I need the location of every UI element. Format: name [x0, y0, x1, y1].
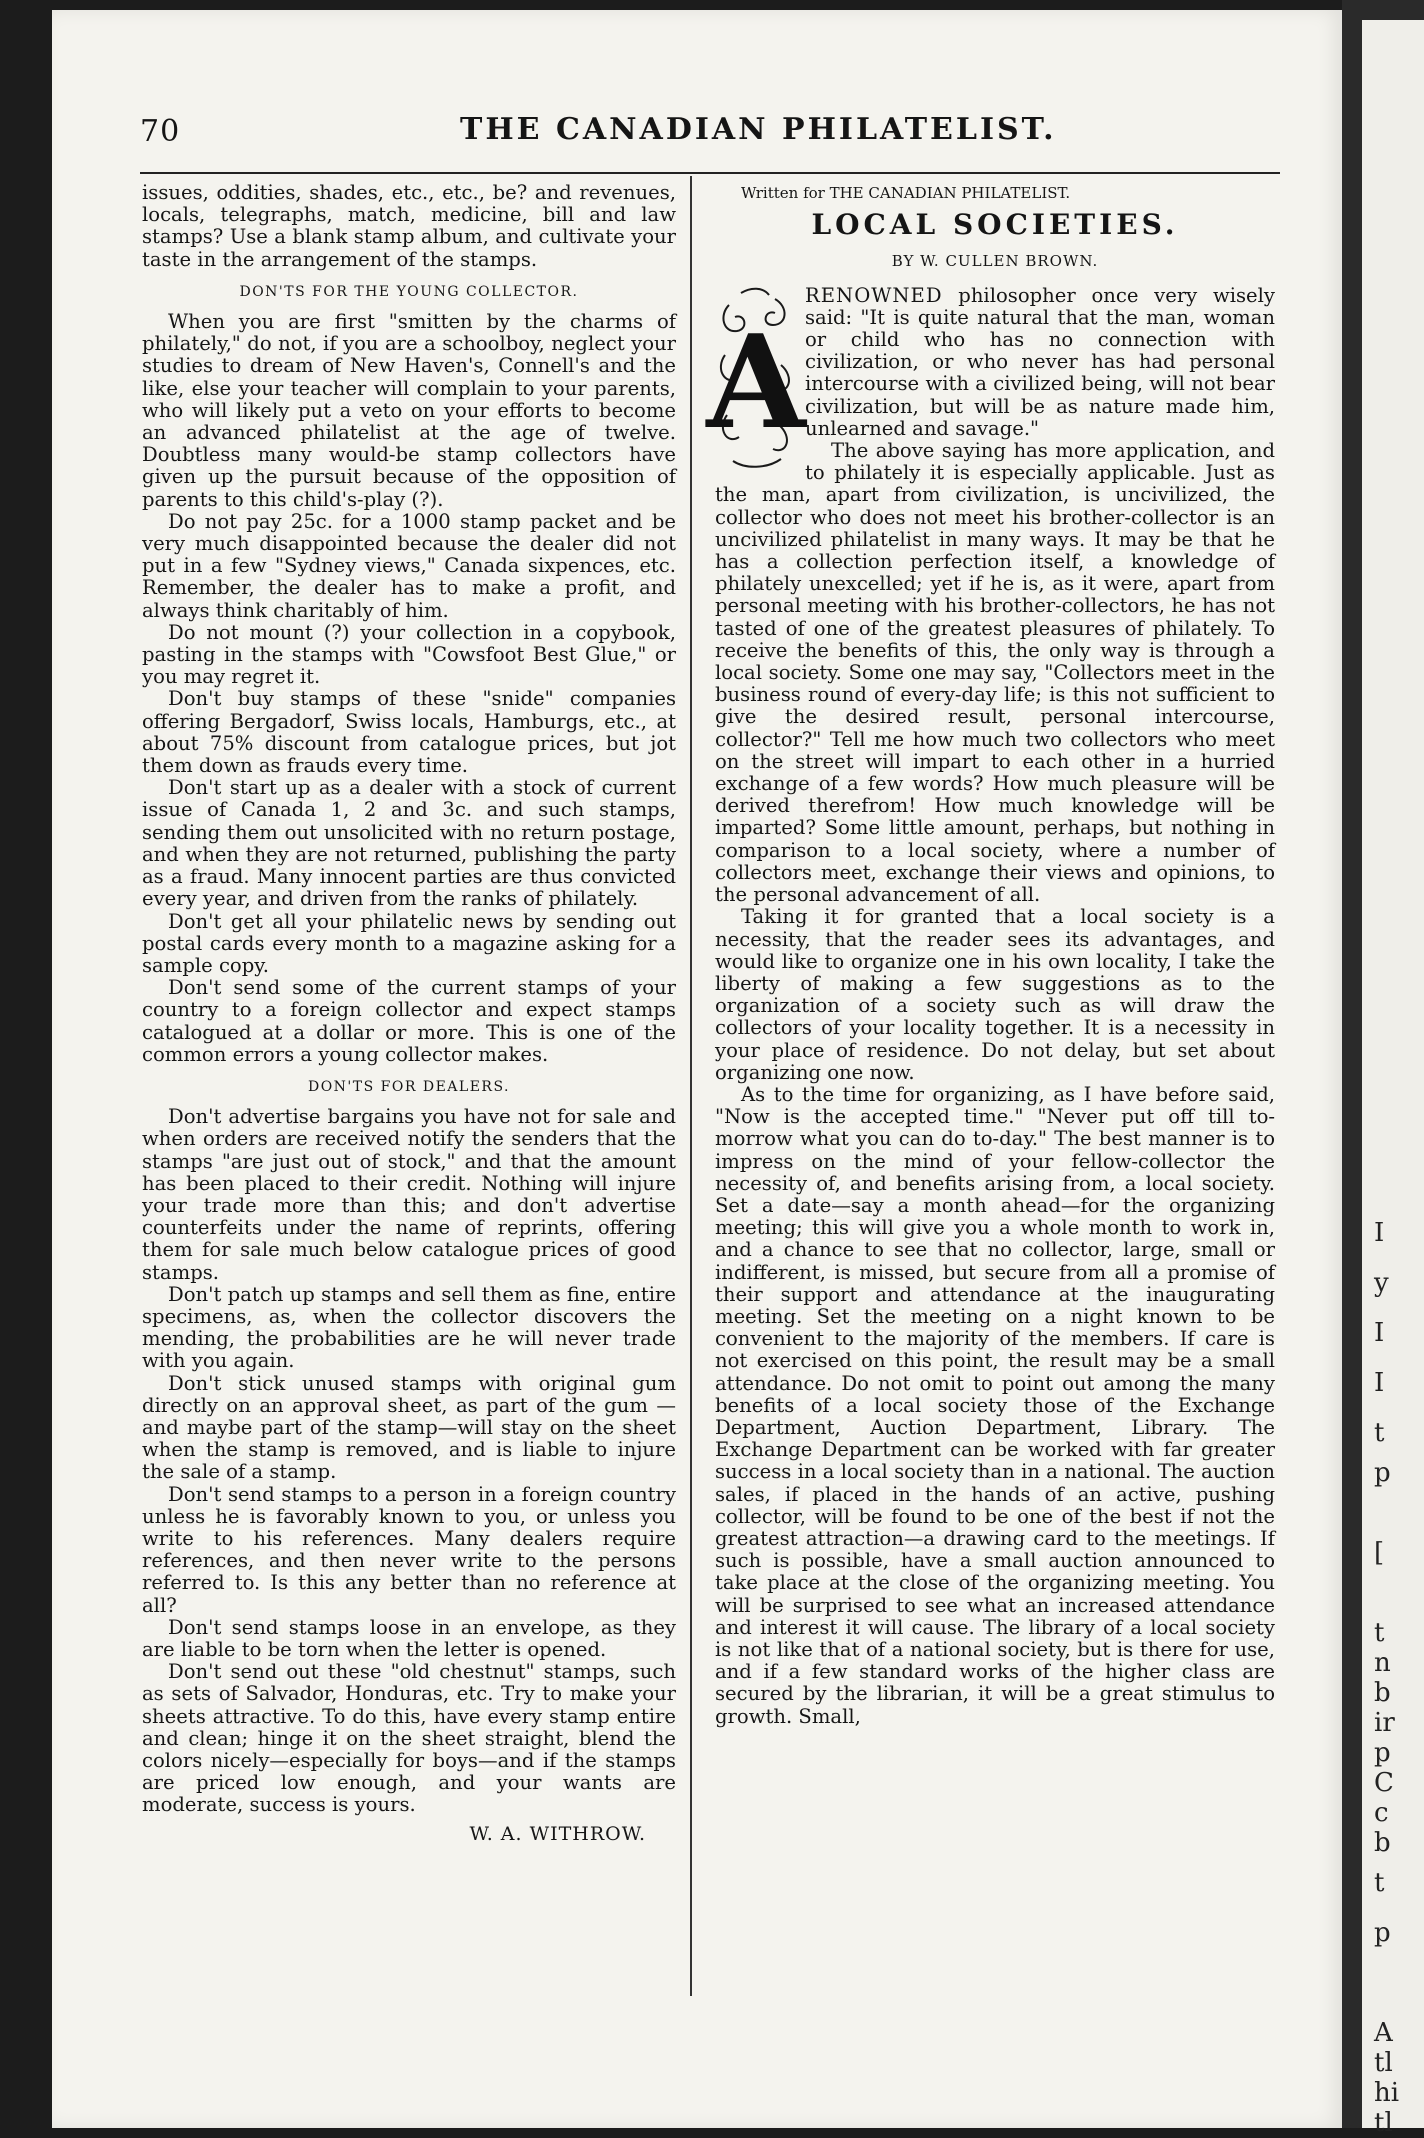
- adjacent-page-fragment: t: [1374, 1618, 1385, 1648]
- paragraph: Don't patch up stamps and sell them as fine, entire specimens, as, when the collector discovers the mending, the probabilities are he will never trade with you again.: [142, 1282, 676, 1373]
- paragraph: When you are first "smitten by the charms of philately," do not, if you are a schoolboy, neglect your studies to dream of New Haven's, Connell's and the like, else your teacher will complain to your parents, who will likely put a veto on your efforts to become an advanced philatelist at the age of twelve. Doubtless many would-be stamp collectors have given up the pursuit because of the opposition of parents to this child's-play (?).: [142, 310, 676, 511]
- header-rule: [140, 172, 1280, 174]
- paragraph: Don't send out these "old chestnut" stamps, such as sets of Salvador, Honduras, etc. Try to make your sheets attractive. To do this, have every stamp entire and clean; hinge it on the sheet straight, blend the colors nicely—especially for boys—and if the stamps are priced low enough, and your wants are moderate, success is yours.: [142, 1660, 676, 1817]
- adjacent-page-fragment: A: [1374, 2018, 1393, 2048]
- adjacent-page-fragment: hi: [1374, 2078, 1400, 2108]
- paragraph: Don't advertise bargains you have not for sale and when orders are received notify the senders that the stamps "are just out of stock," and that the amount has been placed to their credit. Nothing will injure your trade more than this; and don't advertise counterfeits under the name of reprints, offering them for sale much below catalogue prices of good stamps.: [142, 1105, 676, 1284]
- column-divider: [690, 176, 692, 1996]
- adjacent-page-fragment: tl: [1374, 2108, 1393, 2138]
- paragraph: As to the time for organizing, as I have before said, "Now is the accepted time." "Never put off till to-morrow what you can do to-day." The best manner is to impress on the mind of your fellow-collector the necessity of, and benefits arising from, a local society. Set a date—say a month ahead—for the organizing meeting; this will give you a whole month to work in, and a chance to see that no collector, large, small or indifferent, is missed, but secure from all a promise of their support and attendance at the inaugurating meeting. Set the meeting on a night known to be convenient to the majority of the members. If care is not exercised on this point, the result may be a small attendance. Do not omit to point out among the many benefits of a local society those of the Exchange Department, Auction Department, Library. The Exchange Department can be worked with far greater success in a local society than in a national. The auction sales, if placed in the hands of an active, pushing collector, will be found to be one of the best if not the greatest attraction—a drawing card to the meetings. If such is possible, have a small auction announced to take place at the close of the organizing meeting. You will be surprised to see what an increased attendance and interest it will cause. The library of a local society is not like that of a national society, but is there for use, and if a few standard works of the higher class are secured by the librarian, it will be a great stimulus to growth. Small,: [715, 1082, 1275, 1728]
- paragraph: Don't send stamps to a person in a foreign country unless he is favorably known to you, or unless you write to his references. Many dealers require references, and then never write to the persons referred to. Is this any better than no reference at all?: [142, 1482, 676, 1617]
- adjacent-page-fragment: c: [1374, 1798, 1389, 1828]
- article-body: [715, 440, 1275, 1728]
- svg-text:A: A: [706, 307, 806, 458]
- adjacent-page-fragment: p: [1374, 1738, 1391, 1768]
- byline: BY W. CULLEN BROWN.: [891, 252, 1099, 271]
- paragraph: Do not pay 25c. for a 1000 stamp packet and be very much disappointed because the dealer did not put in a few "Sydney views," Canada sixpences, etc. Remember, the dealer has to make a profit, and always think charitably of him.: [142, 509, 676, 622]
- opening-word: RENOWNED: [805, 283, 943, 307]
- adjacent-page-fragment: [: [1374, 1538, 1385, 1568]
- section-heading-young-collector: DON'TS FOR THE YOUNG COLLECTOR.: [239, 283, 579, 300]
- paragraph: Don't buy stamps of these "snide" companies offering Bergadorf, Swiss locals, Hamburgs, etc., at about 75% discount from catalogue prices, but jot them down as frauds every time.: [142, 687, 676, 778]
- adjacent-page-fragment: I: [1374, 1368, 1385, 1398]
- paragraph: Don't get all your philatelic news by sending out postal cards every month to a magazine asking for a sample copy.: [142, 909, 676, 977]
- opening-paragraph: [706, 283, 1275, 458]
- opening-sentence: philosopher once very wisely said: "It is quite natural that the man, woman or child who has no connection with civilization, or who never has had personal intercourse with a civilized being, will not bear civilization, but will be as nature made him, unlearned and savage.": [805, 283, 1275, 440]
- left-column: [142, 182, 676, 1845]
- written-for-note: Written for THE CANADIAN PHILATELIST.: [741, 184, 1071, 202]
- page-number: 70: [140, 114, 181, 149]
- adjacent-page-fragment: b: [1374, 1828, 1391, 1858]
- author-signature: W. A. WITHROW.: [469, 1822, 646, 1845]
- paragraph: Taking it for granted that a local society is a necessity, that the reader sees its advantages, and would like to organize one in his own locality, I take the liberty of making a few suggestions as to the organization of a society such as will draw the collectors of your locality together. It is a necessity in your place of residence. Do not delay, but set about organizing one now.: [715, 905, 1275, 1084]
- running-title: THE CANADIAN PHILATELIST.: [460, 112, 1057, 147]
- adjacent-page-fragment: p: [1374, 1918, 1391, 1948]
- intro-paragraph: issues, oddities, shades, etc., etc., be? and revenues, locals, telegraphs, match, medicine, bill and law stamps? Use a blank stamp album, and cultivate your taste in the arrangement of the stamps.: [142, 181, 676, 271]
- paragraph: Don't send stamps loose in an envelope, as they are liable to be torn when the letter is opened.: [142, 1615, 676, 1661]
- adjacent-page-fragment: y: [1374, 1268, 1389, 1298]
- adjacent-page-fragment: C: [1374, 1768, 1394, 1798]
- adjacent-page-fragment: I: [1374, 1218, 1385, 1248]
- adjacent-page-fragment: ir: [1374, 1708, 1395, 1738]
- section2-body: [142, 1106, 676, 1817]
- adjacent-page-fragment: p: [1374, 1458, 1391, 1488]
- paragraph: The above saying has more application, and to philately it is especially applicable. Just as the man, apart from civilization, is uncivilized, the collector who does not meet his brother-collector is an uncivilized philatelist in many ways. It may be that he has a collection perfection itself, a knowledge of philately unexcelled; yet if he is, as it were, apart from personal meeting with his brother-collectors, he has not tasted of one of the greatest pleasures of philately. To receive the benefits of this, the only way is through a local society. Some one may say, "Collectors meet in the business round of every-day life; is this not sufficient to give the desired result, personal intercourse, collector?" Tell me how much two collectors who meet on the street will impart to each other in a hurried exchange of a few words? How much pleasure will be derived therefrom! How much knowledge will be imparted? Some little amount, perhaps, but nothing in comparison to a local society, where a number of collectors meet, exchange their views and opinions, to the personal advancement of all.: [715, 439, 1275, 907]
- adjacent-page-fragment: t: [1374, 1418, 1385, 1448]
- right-column: [706, 182, 1275, 1728]
- page-header: [140, 108, 1280, 168]
- paragraph: Do not mount (?) your collection in a copybook, pasting in the stamps with "Cowsfoot Best Glue," or you may regret it.: [142, 620, 676, 689]
- paragraph: Don't start up as a dealer with a stock of current issue of Canada 1, 2 and 3c. and such stamps, sending them out unsolicited with no return postage, and when they are not returned, publishing the party as a fraud. Many innocent parties are thus convicted every year, and driven from the ranks of philately.: [142, 776, 676, 911]
- section1-body: [142, 311, 676, 1066]
- adjacent-page-fragment: n: [1374, 1648, 1391, 1678]
- adjacent-page-fragment: t: [1374, 1868, 1385, 1898]
- ornamental-initial: [706, 285, 806, 473]
- section-heading-dealers: DON'TS FOR DEALERS.: [307, 1078, 511, 1095]
- article-title: LOCAL SOCIETIES.: [811, 208, 1179, 242]
- paragraph: Don't send some of the current stamps of your country to a foreign collector and expect stamps catalogued at a dollar or more. This is one of the common errors a young collector makes.: [142, 976, 676, 1066]
- adjacent-page-fragment: tl: [1374, 2048, 1393, 2078]
- adjacent-page-fragment: b: [1374, 1678, 1391, 1708]
- adjacent-page-fragment: I: [1374, 1318, 1385, 1348]
- adjacent-page-edge: [1362, 20, 1424, 2138]
- paragraph: Don't stick unused stamps with original gum directly on an approval sheet, as part of the gum —and maybe part of the stamp—will stay on the sheet when the stamp is removed, and is liable to injure the sale of a stamp.: [142, 1371, 676, 1484]
